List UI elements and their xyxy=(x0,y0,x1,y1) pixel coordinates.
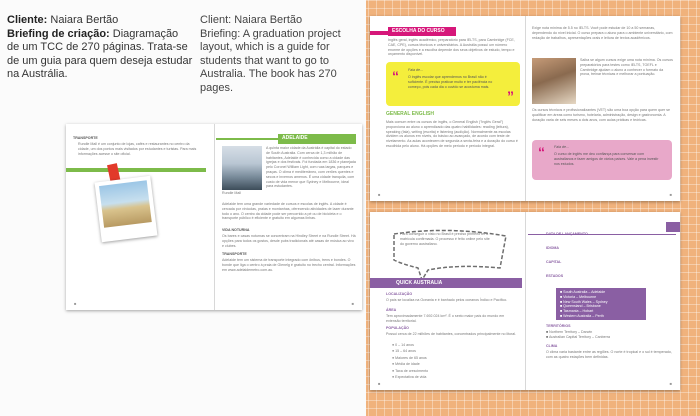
client-english: Client: Naiara Bertão xyxy=(200,14,303,26)
beach-image xyxy=(99,180,152,228)
body-column-2: Adelaide tem uma grande variedade de cursos e escolas de inglês. A cidade é cercada por vinícolas, praias e montanhas, oferecendo atividades de lazer durante todo o ano. O centro da cidade pode ser percorrido a pé ou de bicicleta e o transporte público é eficiente e gratuito em algumas linhas. xyxy=(222,202,354,221)
quote-text: O curso de inglês me deu confiança para conversar com australianos e fazer amigos de vários países. Vale a pena investir nos estudos. xyxy=(554,152,659,166)
subheading-transporte: TRANSPORTE xyxy=(222,252,247,256)
body-column-1: A quinta maior cidade da Austrália é capital do estado de South Australia. Com cerca de 1,3 milhão de habitantes, Adelaide é conhecida como a cidade das igrejas e dos festivais. Foi fundada em 1836 e planejada pelo Coronel William Light, com ruas largas, parques e praças. O clima é mediterrâneo, com verões quentes e secos e invernos amenos. É uma cidade tranquila, com custo de vida menor que Sydney e Melbourne, ideal para estudantes. xyxy=(266,146,356,189)
green-rule xyxy=(216,138,278,140)
quote-label: Fala de... xyxy=(554,145,569,149)
page-number-right: ■ xyxy=(351,301,354,306)
text-area: Tem aproximadamente 7.692.024 km². É o sexto maior país do mundo em extensão territorial. xyxy=(386,314,505,323)
quote-label: Fala de... xyxy=(408,68,423,72)
photo-caption: Rundle Mall xyxy=(222,191,241,195)
quote-icon: “ xyxy=(538,144,545,160)
quote-box-pink xyxy=(532,140,672,180)
body-column-3: Os bares e casas noturnas se concentram na Hindley Street e na Rundle Street. Há opções para todos os gostos, desde pubs tradicionais até casas de música ao vivo e clubes. xyxy=(222,234,356,248)
body-right-page-2: Saiba se algum cursos exige uma nota mínima. Os cursos preparatórios para testes como IELTS, TOEFL e Cambridge ajudam o aluno a conhecer o formato da prova, treinar técnicas e melhorar a pontuação. xyxy=(580,58,673,77)
body-right-page-1: Exige nota mínima de 5.5 no IELTS. Você pode estudar de 10 a 50 semanas, dependendo do nível inicial. O curso prepara o aluno para o ambiente universitário, com redação de trabalhos, apresentações orais e leitura de textos acadêmicos. xyxy=(532,26,673,40)
body-general-english: Mais comum entre os cursos de inglês, o General English ("Inglês Geral") proporciona ao aluno o aprendizado das quatro habilidades: reading (leitura), speaking (fala), writing (escrita) e listening (audição). Normalmente as escolas dividem os alunos em níveis, do básico ao avançado, de acordo com teste de nivelamento. As aulas acontecem de segunda a sexta-feira e a duração do curso é escolhida pelo aluno. Há opções de meio período e período integral. xyxy=(386,120,518,148)
label-data: DATA DE LANÇAMENTO xyxy=(546,232,588,236)
heading-quick-australia: QUICK AUSTRALIA xyxy=(396,280,443,286)
briefing-english: Briefing: A graduation project layout, which is a guide for students that want to go to Australia. The book has 270 pages. xyxy=(200,27,341,94)
description-portuguese xyxy=(7,14,193,82)
body-right-page-3: Os cursos técnicos e profissionalizantes (VET) são uma boa opção para quem quer se qualificar em áreas como turismo, hotelaria, administração, design e gastronomia. A duração varia de seis meses a dois anos, com aulas práticas e teóricas. xyxy=(532,108,671,122)
polaroid-photo xyxy=(95,176,158,242)
text-populacao: Possui cerca de 22 milhões de habitantes, concentrados principalmente no litoral. xyxy=(386,332,517,336)
tag-transporte: TRANSPORTE xyxy=(73,136,98,140)
section-area: ÁREA xyxy=(386,308,397,312)
section-localizacao: LOCALIZAÇÃO xyxy=(386,292,413,296)
page-number-right: ■ xyxy=(669,192,672,197)
briefing-value: Diagramação de um TCC de 270 páginas. Trata-se de um guia para quem deseja estudar na Austrália. xyxy=(7,27,193,80)
heading-adelaide: ADELAIDE xyxy=(278,134,356,144)
intro-text: Rundle Mall é um conjunto de lojas, cafés e restaurantes no centro da cidade, um dos pontos mais visitados por estudantes e turistas. Para mais informações acesse o site oficial. xyxy=(78,142,197,156)
spread-fold xyxy=(525,16,526,201)
briefing-label: Briefing de criação: xyxy=(7,27,110,40)
description-english xyxy=(200,14,370,95)
quote-icon: “ xyxy=(392,68,399,84)
intro-paragraph: Inglês geral, inglês acadêmico, preparatório para IELTS, para Cambridge (FCE, CAE, CPE), cursos técnicos e universitários. A Austrália possui um número enorme de opções e a escolha depende dos seus objetivos de estudo, tempo e orçamento disponível. xyxy=(388,38,515,57)
text-clima: O clima varia bastante entre as regiões. O norte é tropical e o sul é temperado, com as quatro estações bem definidas. xyxy=(546,350,672,359)
states-list: ■ South Australia – Adelaide ■ Victoria – Melbourne ■ New South Wales – Sydney ■ Queensland – Brisbane ■ Tasmania – Hobart ■ Western Australia – Perth xyxy=(560,290,608,318)
spread-quick-australia xyxy=(370,212,680,390)
spread-fold xyxy=(525,212,526,390)
green-stripe-left xyxy=(66,168,206,172)
page-number-left: ■ xyxy=(378,192,381,197)
label-clima: CLIMA xyxy=(546,344,558,348)
client-value: Naiara Bertão xyxy=(47,14,119,26)
purple-tab xyxy=(666,222,680,232)
quote-text: O inglês escolar que aprendemos no Brasil não é suficiente. É preciso praticar muito e ter paciência no começo, pois cada dia o ouvido se acostuma mais. xyxy=(408,75,493,89)
label-capital: CAPITAL xyxy=(546,260,562,264)
body-column-4: Adelaide tem um sistema de transporte integrado com ônibus, trens e bondes. O bonde que liga o centro à praia de Glenelg é gratuito no trecho central. Informações em www.adelaidemetro.com.au. xyxy=(222,258,356,272)
section-populacao: POPULAÇÃO xyxy=(386,326,409,330)
label-idioma: IDIOMA xyxy=(546,246,559,250)
page-number-left: ■ xyxy=(74,301,77,306)
text-territorios: ■ Northern Territory – Darwin ■ Australian Capital Territory – Canberra xyxy=(546,330,611,339)
spread-fold xyxy=(214,124,215,310)
label-estados: ESTADOS xyxy=(546,274,564,278)
heading-general-english: GENERAL ENGLISH xyxy=(386,111,434,117)
client-label: Cliente: xyxy=(7,14,48,26)
heading-escolha-do-curso: ESCOLHA DO CURSO xyxy=(388,27,456,36)
arrow-text: Para conseguir o visto no Brasil é preciso primeiro ter a matrícula confirmada. O processo é feito online pelo site do governo australiano. xyxy=(400,232,490,246)
spread-adelaide xyxy=(66,124,362,310)
label-territorios: TERRITÓRIOS xyxy=(546,324,571,328)
students-photo xyxy=(532,58,576,104)
spread-escolha-do-curso xyxy=(370,16,680,201)
page-number-left: ■ xyxy=(378,381,381,386)
bullet-list: ● 0 – 14 anos ● 15 – 64 anos ● Maiores de 65 anos ● Média de idade ● Taxa de crescimento ● Expectativa de vida xyxy=(392,343,429,380)
text-localizacao: O país se localiza na Oceania e é banhado pelos oceanos Índico e Pacífico. xyxy=(386,298,508,302)
city-photo xyxy=(222,146,262,190)
page-number-right: ■ xyxy=(669,381,672,386)
subheading-vida-noturna: VIDA NOTURNA xyxy=(222,228,250,232)
quote-box-yellow xyxy=(386,62,520,106)
quote-close-icon: ” xyxy=(507,88,514,104)
